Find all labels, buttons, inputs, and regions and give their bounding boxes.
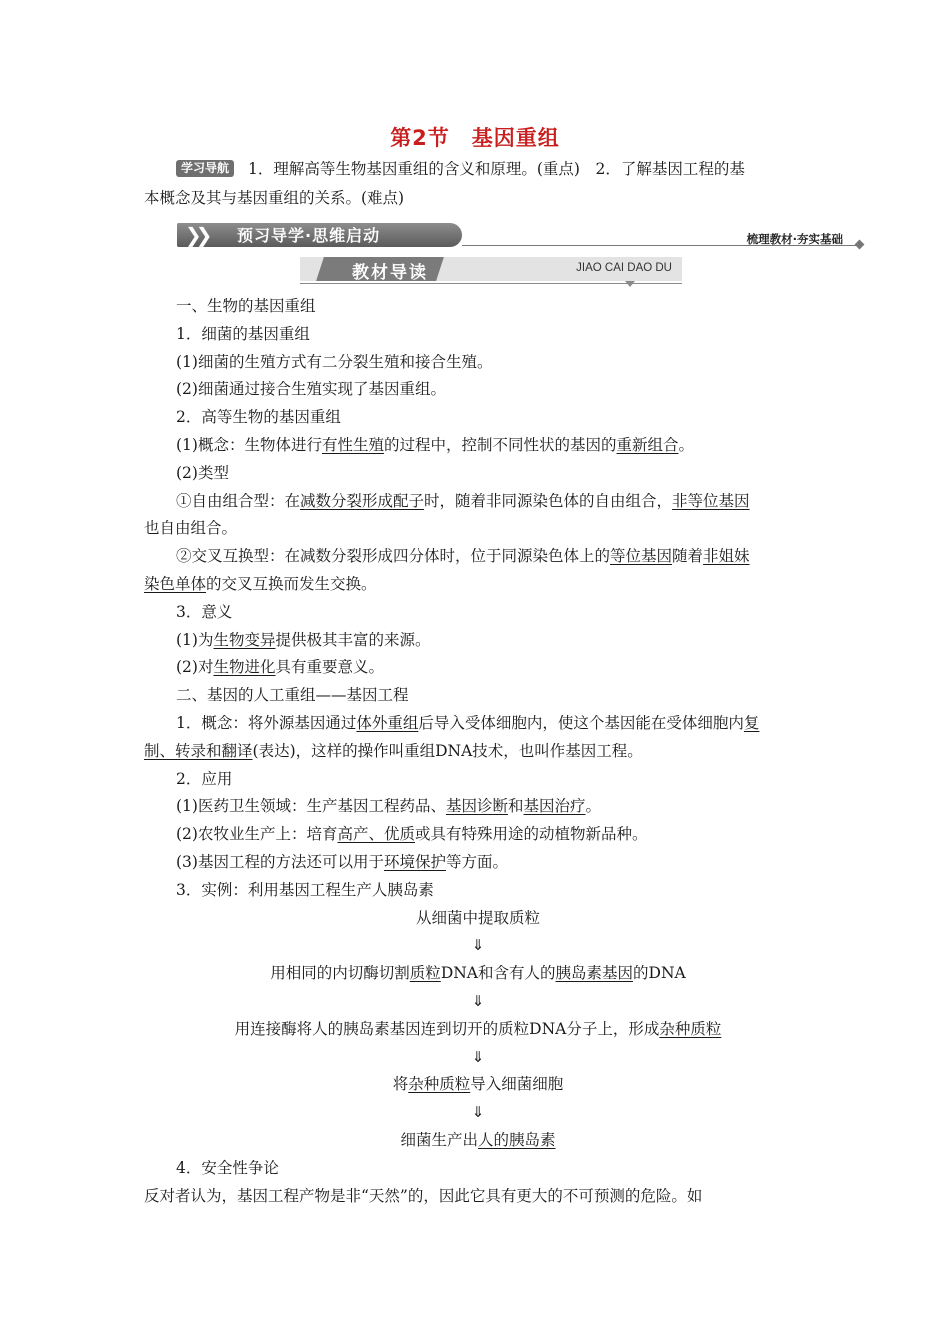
answer-blank: 体外重组 (356, 713, 419, 732)
answer-blank: 有性生殖 (321, 435, 384, 454)
answer-blank: 基因诊断 (445, 797, 508, 816)
answer-blank: 复 (743, 713, 760, 732)
answer-blank: 杂种质粒 (408, 1075, 471, 1094)
heading-1: 一、生物的基因重组 (176, 297, 316, 315)
answer-blank: 制、转录和翻译 (144, 741, 253, 760)
flow-step-1: 从细菌中提取质粒 (415, 908, 540, 927)
paragraph: (2)农牧业生产上：培育高产、优质或具有特殊用途的动植物新品种。 (176, 825, 648, 844)
double-chevron-icon: ❯❯ (185, 223, 207, 247)
paragraph: 制、转录和翻译(表达)，这样的操作叫重组DNA技术，也叫作基因工程。 (144, 741, 643, 760)
paragraph: (3)基因工程的方法还可以用于环境保护等方面。 (176, 852, 508, 871)
paragraph: (1)为生物变异提供极其丰富的来源。 (176, 630, 431, 649)
flow-step-2: 用相同的内切酶切割质粒DNA和含有人的胰岛素基因的DNA (270, 964, 686, 983)
paragraph: (1)细菌的生殖方式有二分裂生殖和接合生殖。 (176, 352, 493, 371)
flow-step-4: 将杂种质粒导入细菌细胞 (392, 1075, 564, 1094)
banner-subtitle: 梳理教材·夯实基础 (746, 232, 843, 246)
flow-step-5: 细菌生产出人的胰岛素 (400, 1130, 556, 1149)
paragraph: ②交叉互换型：在减数分裂形成四分体时，位于同源染色体上的等位基因随着非姐妹 (176, 547, 750, 566)
paragraph: 也自由组合。 (144, 519, 238, 538)
answer-blank: 人的胰岛素 (478, 1130, 556, 1149)
answer-blank: 胰岛素基因 (555, 964, 634, 983)
heading-1-1: 1．细菌的基因重组 (176, 324, 310, 343)
heading-2-4: 4．安全性争论 (176, 1158, 279, 1177)
paragraph: ①自由组合型：在减数分裂形成配子时，随着非同源染色体的自由组合，非等位基因 (176, 491, 750, 510)
document-body (144, 293, 812, 1210)
answer-blank: 生物进化 (213, 658, 276, 677)
down-double-arrow-icon: ⇓ (471, 1103, 485, 1122)
study-guide (144, 155, 809, 213)
answer-blank: 染色单体 (144, 574, 207, 593)
answer-blank: 杂种质粒 (659, 1019, 722, 1038)
answer-blank: 重新组合 (616, 435, 679, 454)
study-guide-line1: 1．理解高等生物基因重组的含义和原理。(重点) 2．了解基因工程的基 (248, 160, 745, 178)
heading-2-3: 3．实例：利用基因工程生产人胰岛素 (176, 880, 434, 899)
paragraph: (2)类型 (176, 463, 229, 482)
down-double-arrow-icon: ⇓ (471, 1047, 485, 1066)
diamond-icon (855, 240, 865, 250)
answer-blank: 基因治疗 (523, 797, 586, 816)
answer-blank: 非等位基因 (672, 491, 750, 510)
answer-blank: 高产、优质 (337, 825, 415, 844)
heading-2-2: 2．应用 (176, 769, 233, 788)
answer-blank: 生物变异 (213, 630, 276, 649)
sub-banner-title: 教材导读 (352, 263, 428, 283)
down-double-arrow-icon: ⇓ (471, 936, 485, 955)
sub-banner (300, 257, 682, 285)
triangle-down-icon (625, 281, 635, 287)
paragraph: (1)医药卫生领域：生产基因工程药品、基因诊断和基因治疗。 (176, 797, 602, 816)
paragraph: 1．概念：将外源基因通过体外重组后导入受体细胞内，使这个基因能在受体细胞内复 (176, 713, 760, 732)
paragraph: (1)概念：生物体进行有性生殖的过程中，控制不同性状的基因的重新组合。 (176, 435, 695, 454)
heading-2: 二、基因的人工重组——基因工程 (176, 686, 409, 705)
paragraph: (2)对生物进化具有重要意义。 (176, 658, 384, 677)
study-guide-line2: 本概念及其与基因重组的关系。(难点) (144, 189, 405, 207)
study-guide-badge: 学习导航 (176, 160, 234, 177)
banner-title: 预习导学·思维启动 (237, 226, 381, 245)
paragraph: 反对者认为，基因工程产物是非“天然”的，因此它具有更大的不可预测的危险。如 (144, 1186, 703, 1205)
page-title: 第2节 基因重组 (390, 126, 560, 150)
answer-blank: 等位基因 (610, 547, 673, 566)
answer-blank: 质粒 (409, 964, 441, 983)
answer-blank: 非姐妹 (703, 547, 750, 566)
answer-blank: 环境保护 (383, 852, 446, 871)
paragraph: (2)细菌通过接合生殖实现了基因重组。 (176, 380, 446, 399)
answer-blank: 减数分裂形成配子 (300, 491, 425, 510)
paragraph: 染色单体的交叉互换而发生交换。 (144, 574, 377, 593)
down-double-arrow-icon: ⇓ (471, 991, 485, 1010)
heading-1-3: 3．意义 (176, 602, 233, 621)
sub-banner-pinyin: JIAO CAI DAO DU (576, 262, 672, 274)
heading-1-2: 2．高等生物的基因重组 (176, 408, 341, 427)
flow-step-3: 用连接酶将人的胰岛素基因连到切开的质粒DNA分子上，形成杂种质粒 (234, 1019, 722, 1038)
section-banner (177, 221, 867, 251)
